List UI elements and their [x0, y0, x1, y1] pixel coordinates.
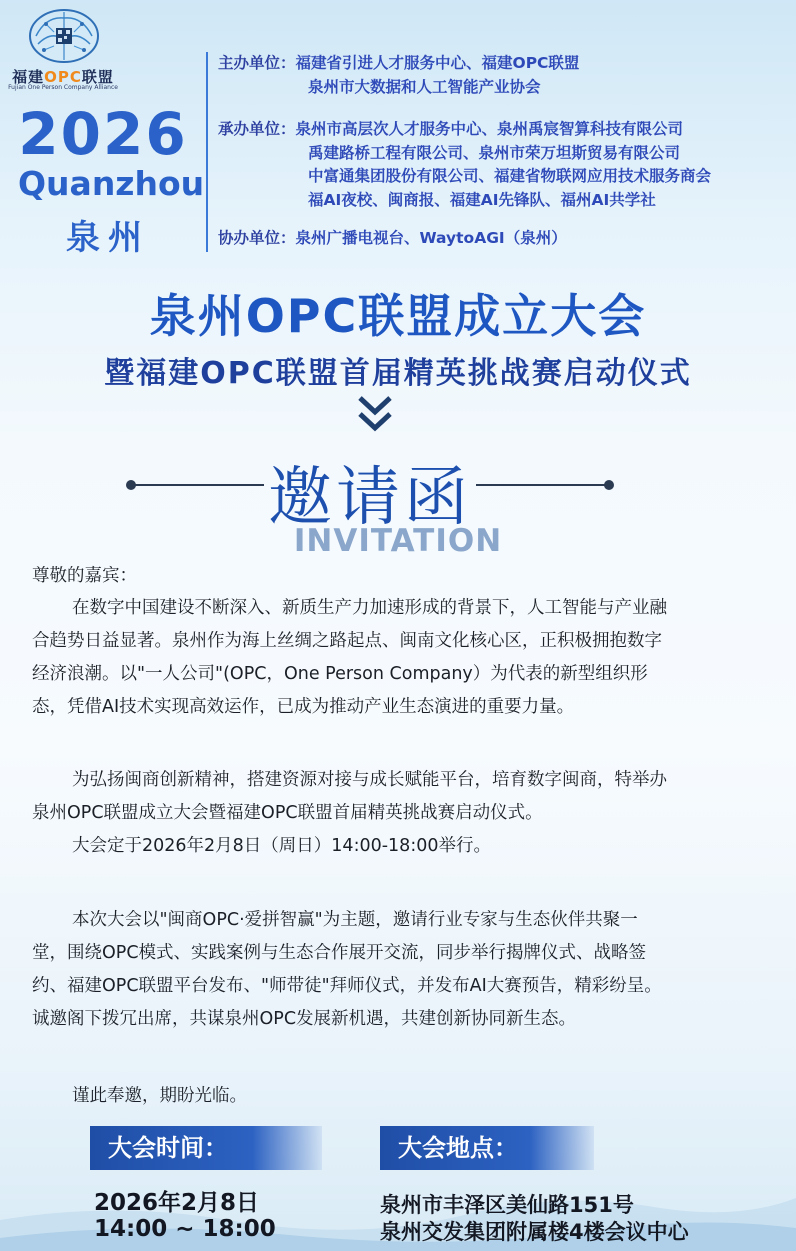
undertaker-line: 中富通集团股份有限公司、福建省物联网应用技术服务商会 — [308, 167, 712, 185]
decor-line-right — [476, 484, 608, 486]
paragraph-line: 合趋势日益显著。泉州作为海上丝绸之路起点、闽南文化核心区，正积极拥抱数字 — [32, 631, 662, 651]
double-chevron-down-icon — [356, 392, 394, 434]
co-organizers — [218, 227, 567, 251]
event-address-line-1: 泉州市丰泽区美仙路151号 — [380, 1193, 634, 1217]
alliance-logo-subtitle: Fujian One Person Company Alliance — [8, 84, 118, 91]
sub-title: 暨福建OPC联盟首届精英挑战赛启动仪式 — [104, 356, 692, 391]
invitation-title: 邀请函 — [268, 461, 472, 535]
event-time-range: 14:00 ~ 18:00 — [94, 1216, 276, 1242]
paragraph-line: 诚邀阁下拨冗出席，共谋泉州OPC发展新机遇，共建创新协同新生态。 — [32, 1009, 577, 1029]
host-organizers — [218, 52, 579, 99]
undertaker-line: 泉州市高层次人才服务中心、泉州禹宸智算科技有限公司 — [295, 120, 684, 138]
letter-paragraph-1 — [32, 592, 772, 724]
undertaker-line: 福AI夜校、闽商报、福建AI先锋队、福州AI共学社 — [308, 190, 656, 209]
logo-name-opc: OPC — [44, 68, 82, 86]
paragraph-line: 约、福建OPC联盟平台发布、"师带徒"拜师仪式，并发布AI大赛预告，精彩纷呈。 — [32, 976, 662, 996]
host-line: 福建省引进人才服务中心、福建OPC联盟 — [295, 54, 580, 72]
co-line: 泉州广播电视台、WaytoAGI（泉州） — [295, 229, 567, 247]
decor-line-left — [132, 484, 264, 486]
paragraph-line: 为弘扬闽商创新精神，搭建资源对接与成长赋能平台，培育数字闽商，特举办 — [72, 770, 667, 790]
event-time-label: 大会时间： — [90, 1126, 322, 1170]
paragraph-line: 大会定于2026年2月8日（周日）14:00-18:00举行。 — [72, 836, 491, 856]
logo-name-suffix: 联盟 — [81, 68, 114, 86]
decor-dot-right — [604, 480, 614, 490]
host-label: 主办单位： — [218, 54, 296, 72]
paragraph-line: 泉州OPC联盟成立大会暨福建OPC联盟首届精英挑战赛启动仪式。 — [32, 803, 543, 823]
undertaker-label: 承办单位： — [218, 120, 296, 138]
invitation-subtitle: INVITATION — [293, 523, 503, 559]
divider-line — [206, 52, 208, 252]
event-city-cn: 泉州 — [66, 218, 150, 258]
event-place-label: 大会地点： — [380, 1126, 594, 1170]
event-date: 2026年2月8日 — [94, 1190, 260, 1216]
event-city-en: Quanzhou — [18, 164, 205, 203]
logo-name-prefix: 福建 — [12, 68, 45, 86]
paragraph-line: 在数字中国建设不断深入、新质生产力加速形成的背景下，人工智能与产业融 — [72, 598, 667, 618]
undertaker-organizers — [218, 118, 711, 212]
letter-paragraph-3 — [32, 904, 772, 1036]
letter-greeting: 尊敬的嘉宾： — [32, 566, 137, 586]
main-title: 泉州OPC联盟成立大会 — [149, 289, 647, 343]
paragraph-line: 态，凭借AI技术实现高效运作，已成为推动产业生态演进的重要力量。 — [32, 697, 575, 717]
letter-closing: 谨此奉邀，期盼光临。 — [72, 1086, 247, 1106]
event-address-line-2: 泉州交发集团附属楼4楼会议中心 — [380, 1220, 689, 1244]
paragraph-line: 经济浪潮。以"一人公司"(OPC，One Person Company）为代表的新型组织形 — [32, 664, 648, 684]
letter-paragraph-2 — [32, 764, 772, 863]
event-year: 2026 — [18, 100, 188, 168]
host-line: 泉州市大数据和人工智能产业协会 — [308, 77, 541, 96]
paragraph-line: 堂，围绕OPC模式、实践案例与生态合作展开交流，同步举行揭牌仪式、战略签 — [32, 943, 647, 963]
paragraph-line: 本次大会以"闽商OPC·爱拼智赢"为主题，邀请行业专家与生态伙伴共聚一 — [72, 910, 638, 930]
undertaker-line: 禹建路桥工程有限公司、泉州市荣万坦斯贸易有限公司 — [308, 143, 681, 162]
co-label: 协办单位： — [218, 229, 296, 247]
brain-logo-icon — [26, 6, 102, 66]
